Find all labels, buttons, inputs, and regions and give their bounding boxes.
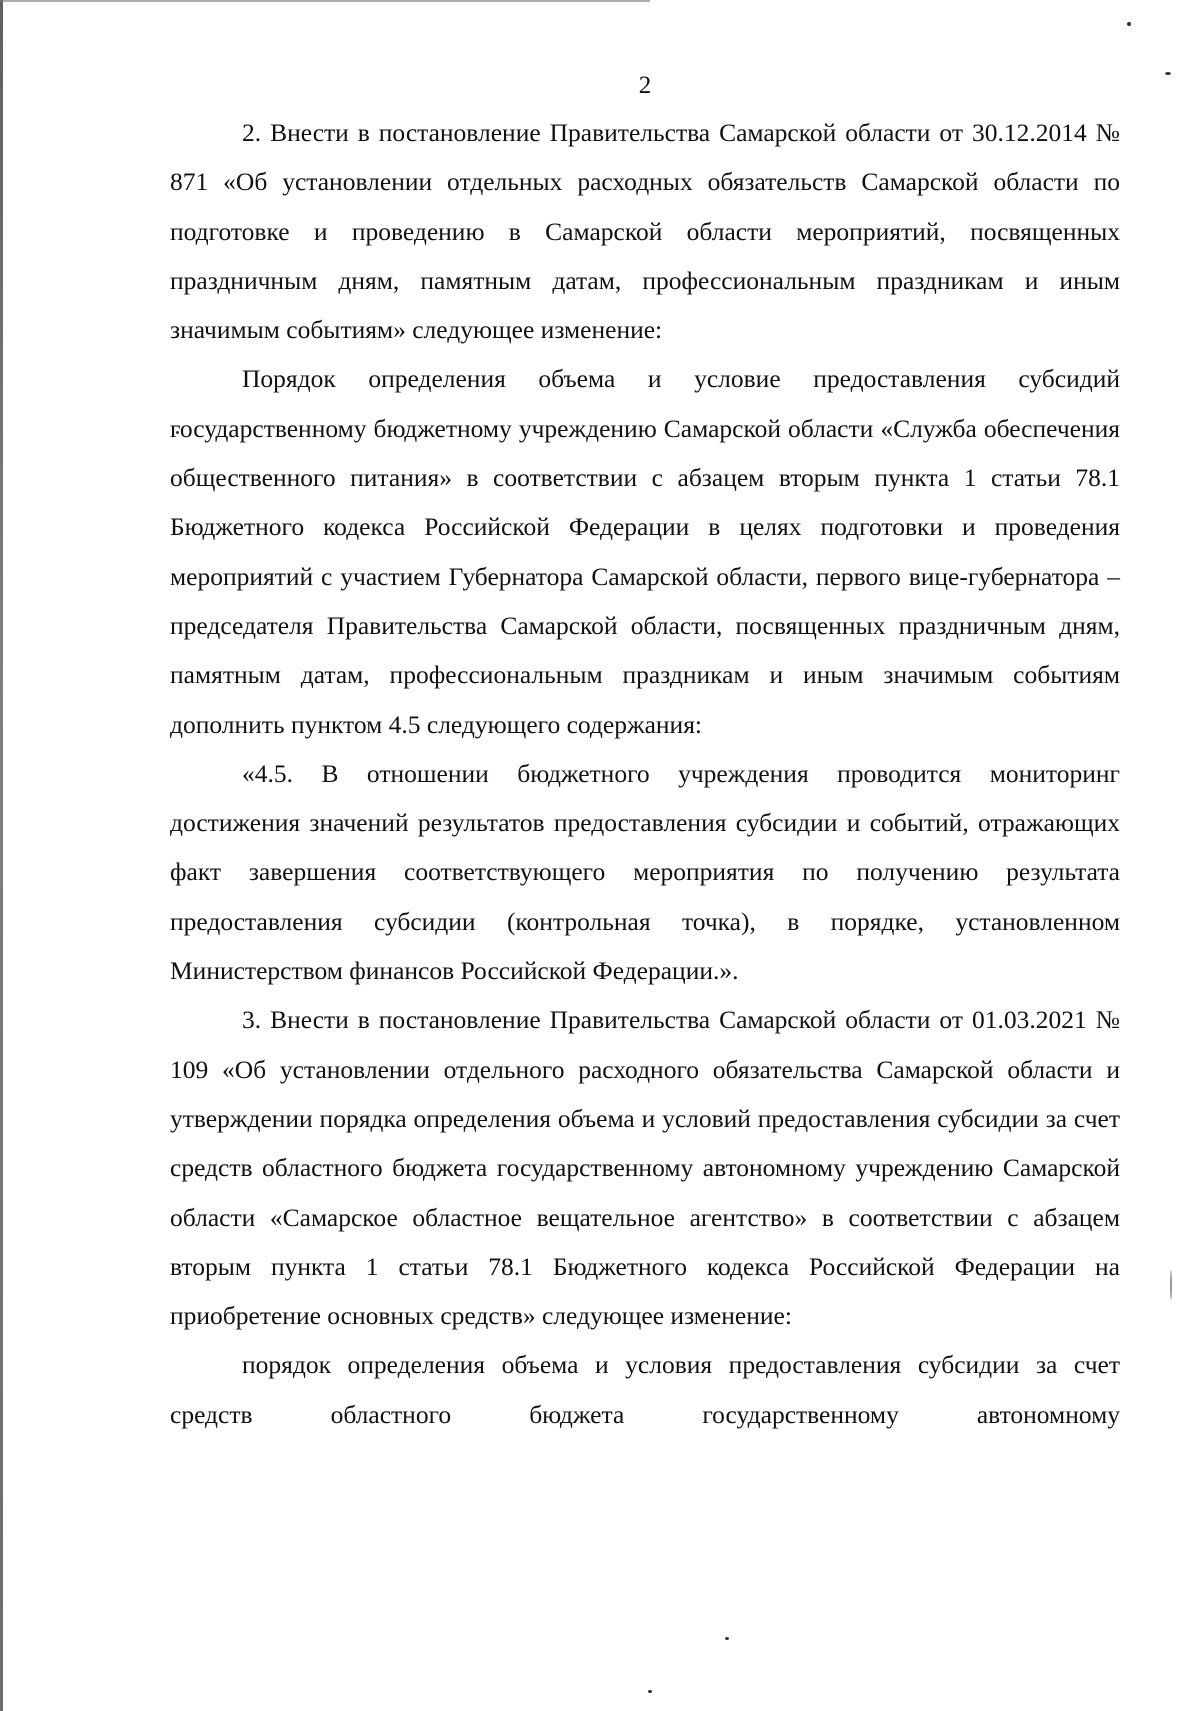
paragraph-item-3: 3. Внести в постановление Правительства Самарской области от 01.03.2021 № 109 «Об установлении отдельного расходного обязательства Самарской области и утверждении порядка определения объема и условий предоставления субсидии за счет средств областного бюджета государственному автономному учреждению Самарской области «Самарское областное вещательное агентство» в соответствии с абзацем вторым пункта 1 статьи 78.1 Бюджетного кодекса Российской Федерации на приобретение основных средств» следующее изменение: <box>170 1005 1120 1331</box>
scan-speck <box>1170 1270 1172 1300</box>
scan-speck <box>725 1637 729 1640</box>
scan-speck <box>648 1690 652 1693</box>
paragraph-clause-4-5: «4.5. В отношении бюджетного учреждения проводится мониторинг достижения значений результатов предоставления субсидии и событий, отражающих факт завершения соответствующего мероприятия по получению результата предоставления субсидии (контрольная точка), в порядке, установленном Министерством финансов Российской Федерации.». <box>170 758 1120 986</box>
document-body <box>170 108 1120 1439</box>
scan-left-edge <box>0 0 3 1711</box>
page-number: 2 <box>638 72 652 99</box>
scan-top-edge <box>0 0 650 2</box>
paragraph-procedure-subsidies: Порядок определения объема и условие предоставления субсидий государственному бюджетному учреждению Самарской области «Служба обеспечения общественного питания» в соответствии с абзацем вторым пункта 1 статьи 78.1 Бюджетного кодекса Российской Федерации в целях подготовки и проведения мероприятий с участием Губернатора Самарской области, первого вице-губернатора – председателя Правительства Самарской области, посвященных праздничным дням, памятным датам, профессиональным праздникам и иным значимым событиям дополнить пунктом 4.5 следующего содержания: <box>170 364 1120 739</box>
scan-speck <box>1127 22 1131 26</box>
paragraph-procedure-subsidy: порядок определения объема и условия предоставления субсидии за счет средств областного бюджета государственному автономному <box>170 1350 1120 1429</box>
paragraph-item-2: 2. Внести в постановление Правительства Самарской области от 30.12.2014 № 871 «Об установлении отдельных расходных обязательств Самарской области по подготовке и проведению в Самарской области мероприятий, посвященных праздничным дням, памятным датам, профессиональным праздникам и иным значимым событиям» следующее изменение: <box>170 118 1120 345</box>
